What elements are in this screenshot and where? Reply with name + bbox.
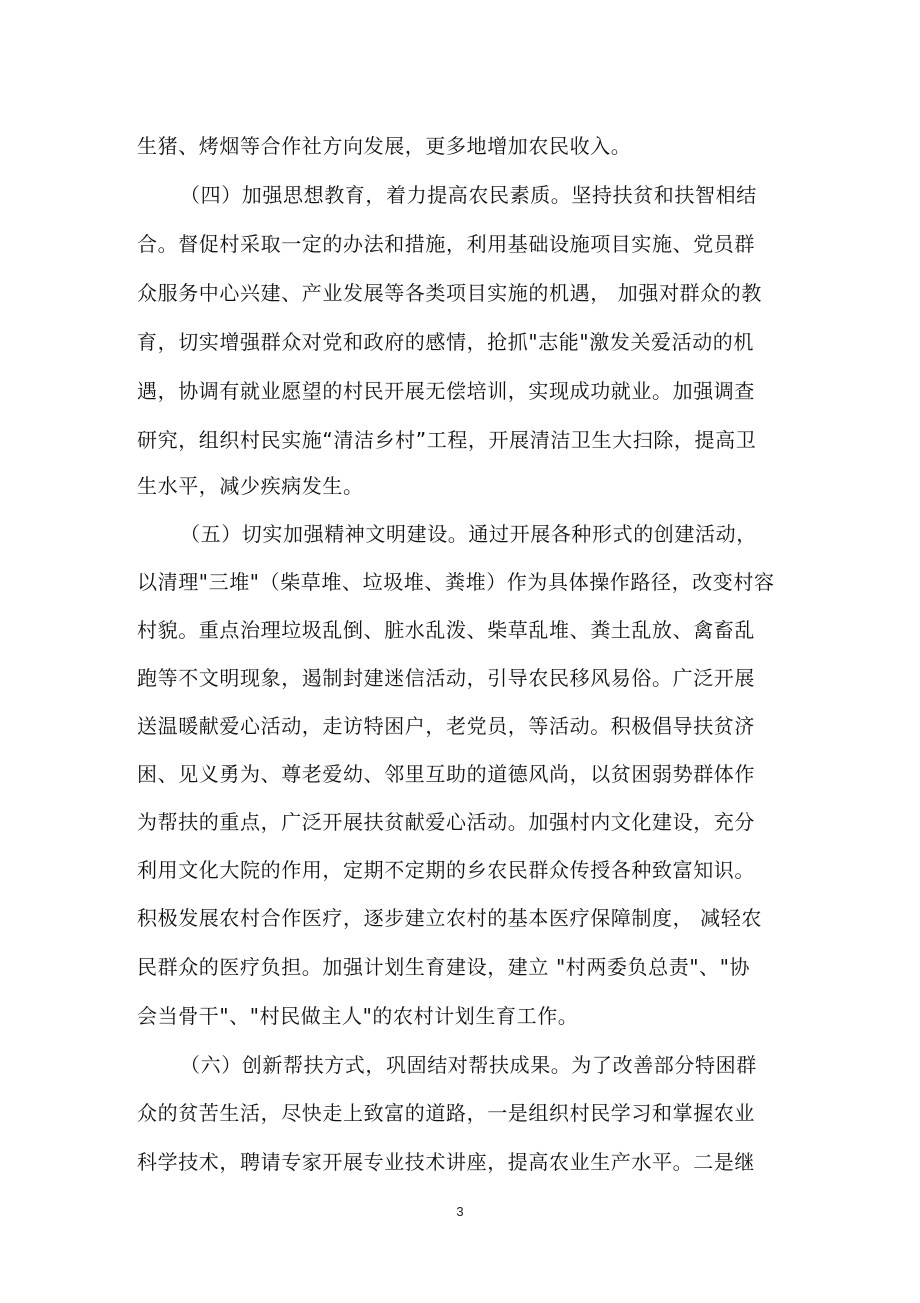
text-line: 遇，协调有就业愿望的村民开展无偿培训，实现成功就业。加强调查 bbox=[137, 379, 755, 403]
text-line: 民群众的医疗负担。加强计划生育建设，建立 "村两委负总责"、"协 bbox=[137, 955, 751, 979]
text-line: 跑等不文明现象，遏制封建迷信活动，引导农民移风易俗。广泛开展 bbox=[137, 666, 755, 690]
text-line: 为帮扶的重点，广泛开展扶贫献爱心活动。加强村内文化建设，充分 bbox=[137, 810, 755, 834]
text-line: 生猪、烤烟等合作社方向发展，更多地增加农民收入。 bbox=[137, 134, 632, 158]
text-line: 送温暖献爱心活动，走访特困户，老党员，等活动。积极倡导扶贫济 bbox=[137, 714, 755, 738]
text-line: 会当骨干"、"村民做主人"的农村计划生育工作。 bbox=[137, 1004, 579, 1028]
text-line: 科学技术，聘请专家开展专业技术讲座，提高农业生产水平。二是继 bbox=[137, 1150, 755, 1174]
text-line: 以清理"三堆"（柴草堆、垃圾堆、粪堆）作为具体操作路径，改变村容 bbox=[137, 570, 775, 594]
text-line: 研究，组织村民实施“清洁乡村”工程，开展清洁卫生大扫除，提高卫 bbox=[137, 428, 757, 452]
text-line: 众的贫苦生活，尽快走上致富的道路，一是组织村民学习和掌握农业 bbox=[137, 1101, 755, 1125]
text-line: 利用文化大院的作用，定期不定期的乡农民群众传授各种致富知识。 bbox=[137, 858, 755, 882]
page-number: 3 bbox=[456, 1204, 464, 1219]
text-line: 积极发展农村合作医疗，逐步建立农村的基本医疗保障制度， 减轻农 bbox=[137, 906, 762, 930]
text-line: 合。督促村采取一定的办法和措施，利用基础设施项目实施、党员群 bbox=[137, 232, 755, 256]
text-line: 困、见义勇为、尊老爱幼、邻里互助的道德风尚，以贫困弱势群体作 bbox=[137, 762, 755, 786]
text-line: （四）加强思想教育，着力提高农民素质。坚持扶贫和扶智相结 bbox=[180, 183, 757, 207]
text-line: 育，切实增强群众对党和政府的感情，抢抓"志能"激发关爱活动的机 bbox=[137, 330, 754, 354]
text-line: 村貌。重点治理垃圾乱倒、脏水乱泼、柴草乱堆、粪土乱放、禽畜乱 bbox=[137, 618, 755, 642]
text-line: （六）创新帮扶方式，巩固结对帮扶成果。为了改善部分特困群 bbox=[180, 1053, 757, 1077]
text-line: 生水平，减少疾病发生。 bbox=[137, 474, 364, 498]
text-line: （五）切实加强精神文明建设。通过开展各种形式的创建活动， bbox=[180, 522, 757, 546]
text-line: 众服务中心兴建、产业发展等各类项目实施的机遇， 加强对群众的教 bbox=[137, 281, 762, 305]
